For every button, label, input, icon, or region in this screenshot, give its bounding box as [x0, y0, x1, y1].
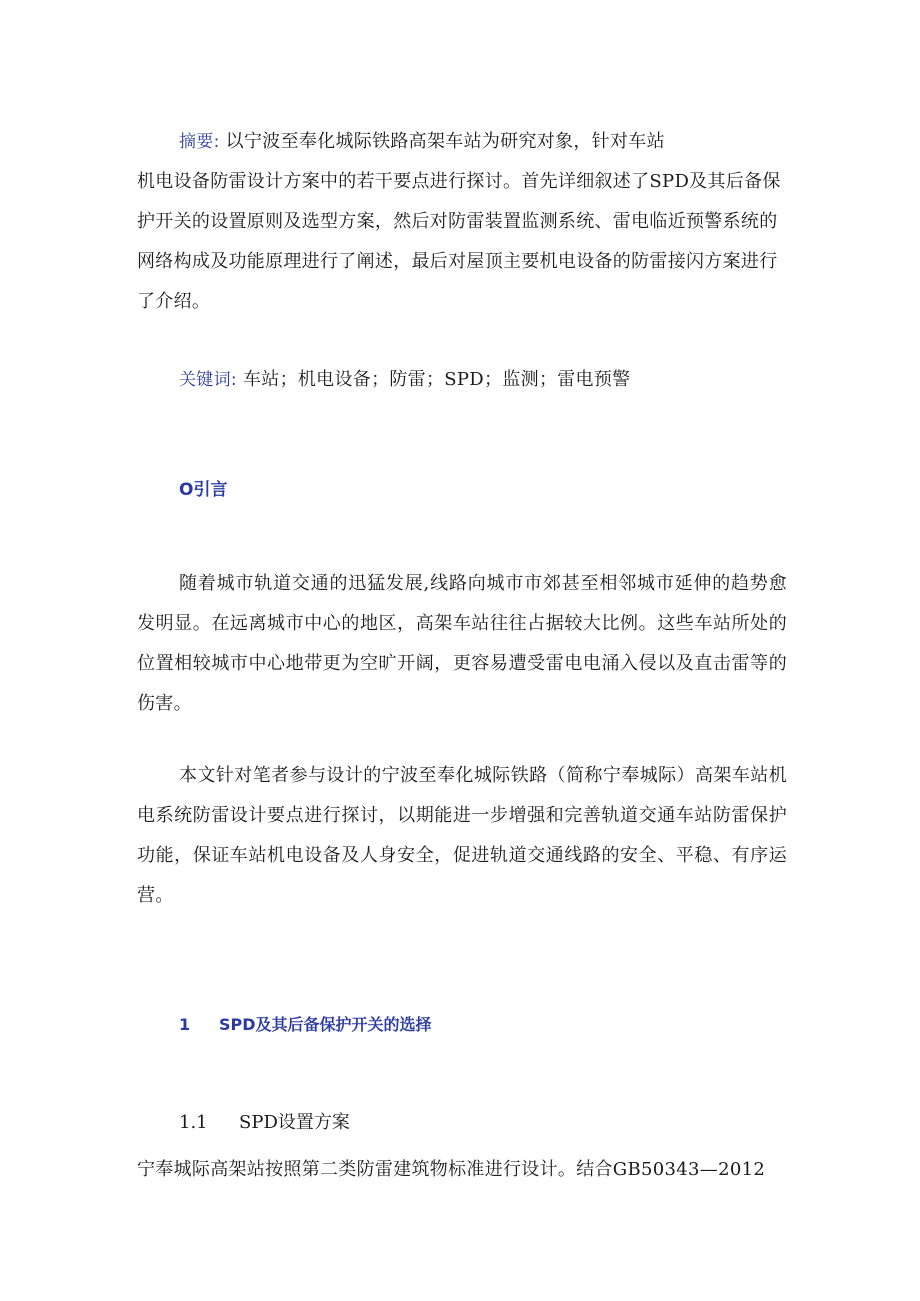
section-1-number: 1 [179, 1015, 191, 1034]
section-1-1-heading [179, 1108, 350, 1134]
abstract-body: 机电设备防雷设计方案中的若干要点进行探讨。首先详细叙述了SPD及其后备保护开关的设置原则及选型方案，然后对防雷装置监测系统、雷电临近预警系统的网络构成及功能原理进行了阐述，最后对屋顶主要机电设备的防雷接闪方案进行了介绍。 [137, 171, 781, 312]
intro-paragraph-1: 随着城市轨道交通的迅猛发展,线路向城市市郊甚至相邻城市延伸的趋势愈发明显。在远离城市中心的地区，高架车站往往占据较大比例。这些车站所处的位置相较城市中心地带更为空旷开阔，更容易遭受雷电电涌入侵以及直击雷等的伤害。 [137, 573, 787, 714]
abstract [137, 122, 787, 322]
intro-paragraph-2: 本文针对笔者参与设计的宁波至奉化城际铁路（简称宁奉城际）高架车站机电系统防雷设计要点进行探讨，以期能进一步增强和完善轨道交通车站防雷保护功能，保证车站机电设备及人身安全，促进轨道交通线路的安全、平稳、有序运营。 [137, 765, 787, 906]
keywords-label: 关键词: [179, 370, 237, 390]
section-1-1-title: SPD设置方案 [239, 1112, 350, 1133]
section-1-1-paragraph: 宁奉城际高架站按照第二类防雷建筑物标准进行设计。结合GB50343—2012 [137, 1159, 766, 1180]
abstract-first-line [137, 122, 787, 162]
abstract-line1: 以宁波至奉化城际铁路高架车站为研究对象，针对车站 [225, 131, 665, 152]
section-1-heading [179, 1012, 432, 1035]
keywords-text: 车站；机电设备；防雷；SPD；监测；雷电预警 [242, 369, 631, 390]
abstract-label: 摘要: [179, 132, 220, 152]
section-1-title: SPD及其后备保护开关的选择 [219, 1015, 432, 1034]
keywords [137, 360, 787, 400]
intro-heading: O引言 [179, 480, 228, 500]
section-1-1-number: 1.1 [179, 1112, 208, 1133]
